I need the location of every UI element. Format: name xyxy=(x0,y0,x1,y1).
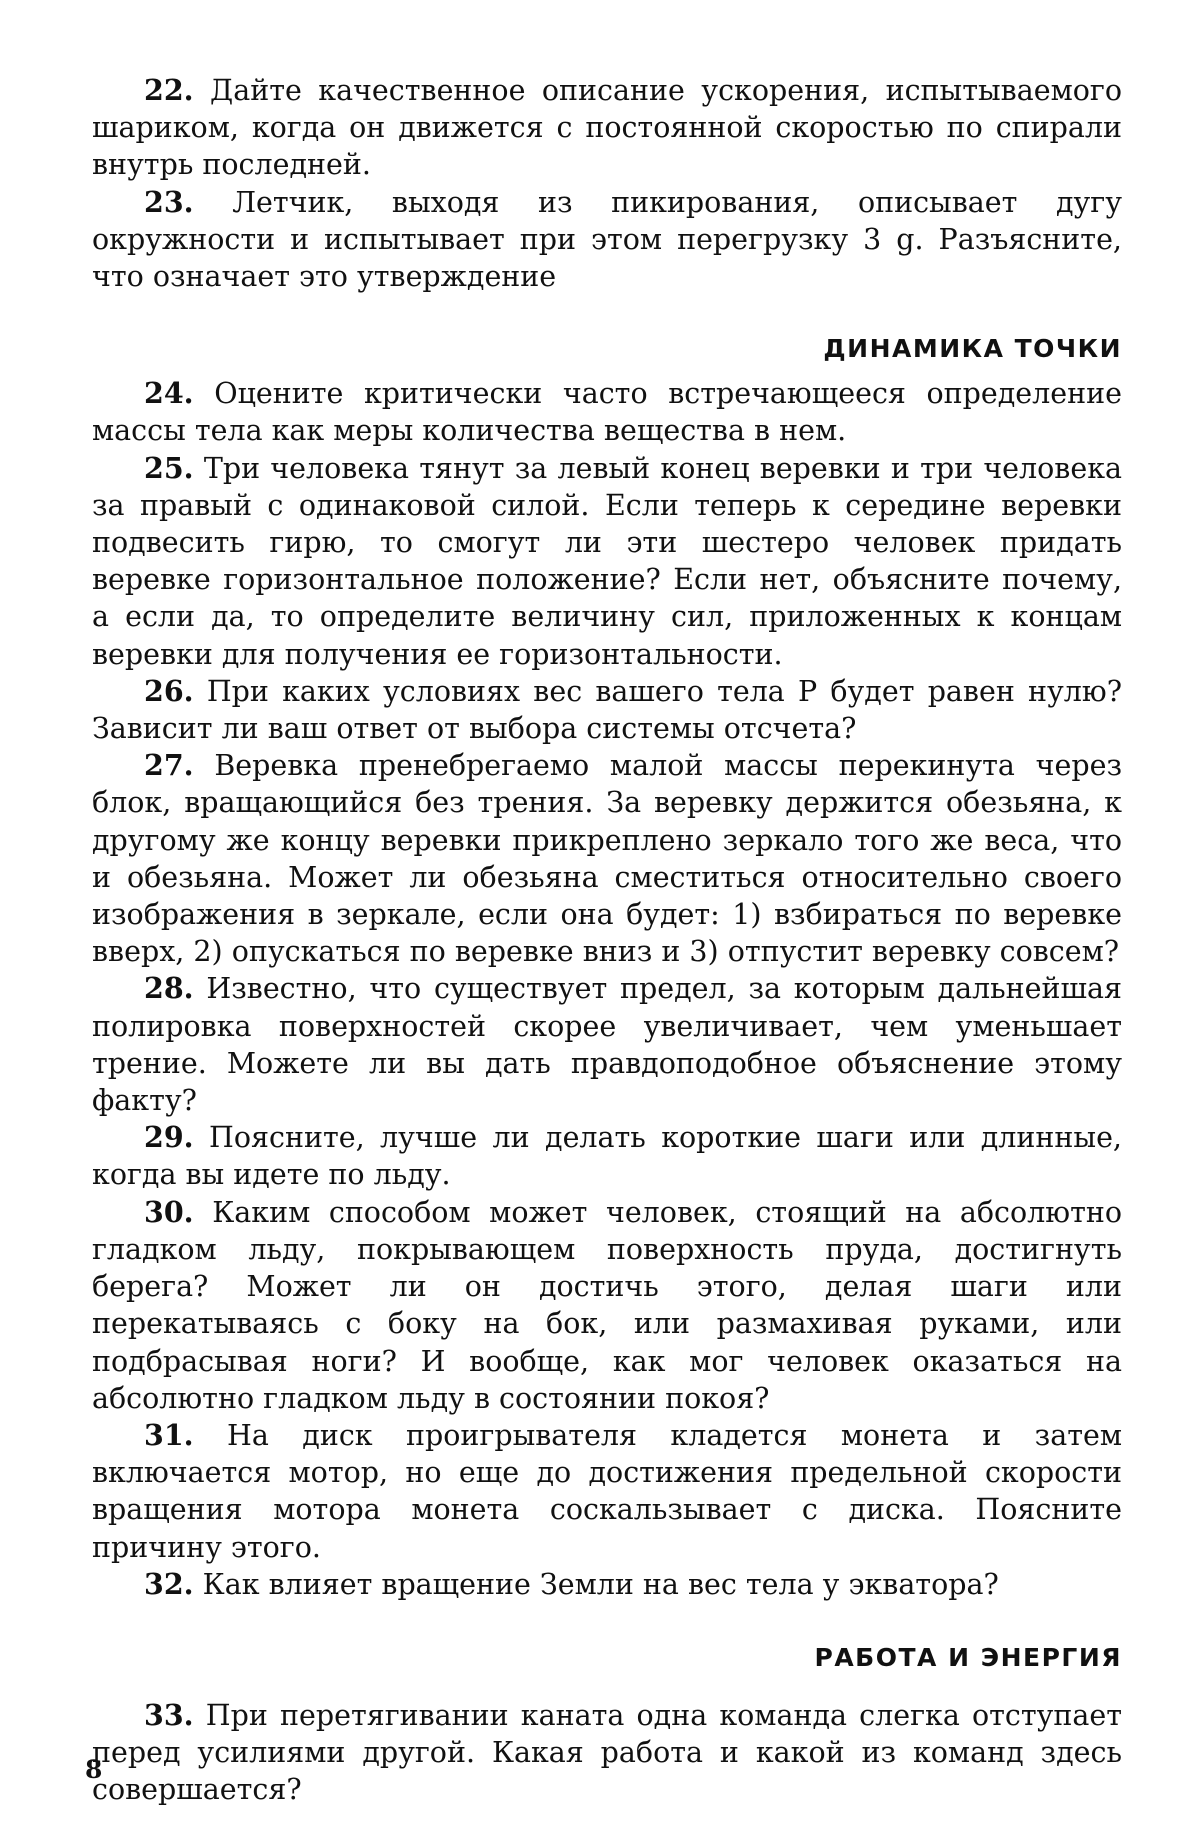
problem-list-intro xyxy=(92,72,1122,295)
problem-26 xyxy=(92,673,1122,747)
problem-text: Поясните, лучше ли делать короткие шаги или длинные, когда вы идете по льду. xyxy=(92,1121,1122,1192)
page-number: 8 xyxy=(85,1755,103,1784)
problem-text: Оцените критически часто встречающееся определение массы тела как меры количества вещества в нем. xyxy=(92,377,1123,448)
problem-text: Три человека тянут за левый конец веревки и три человека за правый с одинаковой силой. Если теперь к середине веревки подвесить гирю, то смогут ли эти шестеро человек придать веревке горизонтальное положение? Если нет, объясните почему, а если да, то определите величину сил, приложенных к концам веревки для получения ее горизонтальности. xyxy=(92,451,1123,671)
problem-22 xyxy=(92,72,1122,184)
problem-number: 29. xyxy=(144,1120,194,1155)
problem-list-work-energy xyxy=(92,1697,1122,1809)
problem-text: Известно, что существует предел, за которым дальнейшая полировка поверхностей скорее увеличивает, чем уменьшает трение. Можете ли вы дать правдоподобное объяснение этому факту? xyxy=(92,972,1122,1118)
problem-number: 23. xyxy=(144,184,194,219)
problem-31 xyxy=(92,1417,1122,1566)
problem-number: 27. xyxy=(144,748,194,783)
problem-number: 22. xyxy=(144,73,194,107)
problem-number: 33. xyxy=(144,1697,194,1732)
problem-23 xyxy=(92,184,1122,296)
page-body xyxy=(92,72,1122,1809)
problem-text: Дайте качественное описание ускорения, испытываемого шариком, когда он движется с постоянной скоростью по спирали внутрь последней. xyxy=(92,74,1122,182)
problem-27 xyxy=(92,747,1122,970)
problem-number: 28. xyxy=(144,971,194,1006)
problem-number: 31. xyxy=(144,1417,194,1452)
section-heading-dynamics: ДИНАМИКА ТОЧКИ xyxy=(823,334,1122,364)
problem-number: 32. xyxy=(144,1566,194,1601)
problem-25 xyxy=(92,450,1122,673)
problem-list-dynamics xyxy=(92,375,1122,1603)
problem-text: При каких условиях вес вашего тела P будет равен нулю? Зависит ли ваш ответ от выбора системы отсчета? xyxy=(92,674,1122,746)
problem-29 xyxy=(92,1119,1122,1193)
problem-number: 25. xyxy=(144,450,194,485)
problem-32 xyxy=(92,1566,1122,1603)
problem-text: Каким способом может человек, стоящий на абсолютно гладком льду, покрывающем поверхность пруда, достигнуть берега? Может ли он достичь этого, делая шаги или перекатываясь с боку на бок, или размахивая руками, или подбрасывая ноги? И вообще, как мог человек оказаться на абсолютно гладком льду в состоянии покоя? xyxy=(92,1195,1123,1415)
problem-text: Веревка пренебрегаемо малой массы перекинута через блок, вращающийся без трения. За веревку держится обезьяна, к другому же концу веревки прикреплено зеркало того же веса, что и обезьяна. Может ли обезьяна сместиться относительно своего изображения в зеркале, если она будет: 1) взбираться по веревке вверх, 2) опускаться по веревке вниз и 3) отпустит веревку совсем? xyxy=(92,749,1122,969)
problem-text: При перетягивании каната одна команда слегка отступает перед усилиями другой. Какая работа и какой из команд здесь совершается? xyxy=(92,1698,1122,1807)
problem-28 xyxy=(92,970,1122,1119)
problem-number: 26. xyxy=(144,673,194,708)
problem-text: Как влияет вращение Земли на вес тела у экватора? xyxy=(202,1567,999,1601)
problem-33 xyxy=(92,1697,1122,1809)
problem-number: 24. xyxy=(144,376,194,411)
problem-text: На диск проигрывателя кладется монета и затем включается мотор, но еще до достижения предельной скорости вращения мотора монета соскальзывает с диска. Поясните причину этого. xyxy=(92,1418,1122,1564)
problem-24 xyxy=(92,375,1122,449)
problem-30 xyxy=(92,1194,1122,1417)
problem-number: 30. xyxy=(144,1194,194,1229)
problem-text: Летчик, выходя из пикирования, описывает дугу окружности и испытывает при этом перегрузку 3 g. Разъясните, что означает это утверждение xyxy=(92,185,1123,294)
section-heading-work-energy: РАБОТА И ЭНЕРГИЯ xyxy=(814,1642,1122,1672)
